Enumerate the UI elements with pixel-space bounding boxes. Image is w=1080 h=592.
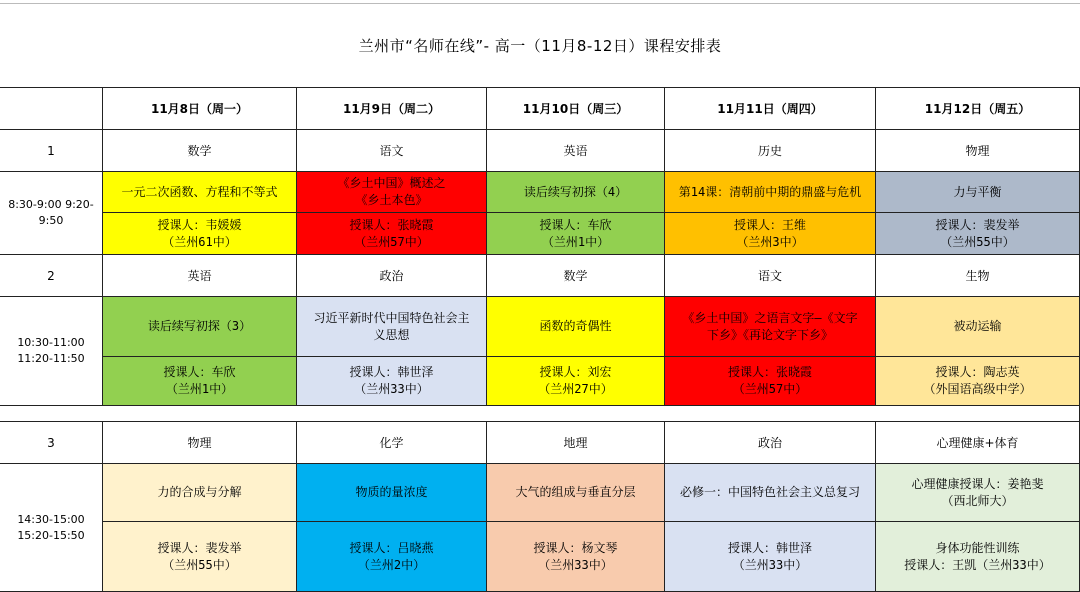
period-number: 2: [0, 255, 103, 297]
period-time: 8:30-9:00 9:20- 9:50: [0, 172, 103, 255]
subject-cell: 英语: [103, 255, 297, 297]
teacher-cell: 授课人：张晓霞 （兰州57中）: [665, 357, 876, 406]
subject-cell: 政治: [665, 422, 876, 464]
teacher-cell: 授课人：车欣 （兰州1中）: [487, 213, 665, 255]
teacher-cell: 授课人：韩世泽 （兰州33中）: [665, 522, 876, 592]
period-time: 10:30-11:00 11:20-11:50: [0, 297, 103, 406]
day-header: 11月10日（周三）: [487, 88, 665, 130]
lesson-topic-cell: 读后续写初探（3）: [103, 297, 297, 357]
teacher-cell: 授课人：王维 （兰州3中）: [665, 213, 876, 255]
day-header: 11月12日（周五）: [876, 88, 1080, 130]
spacer-row: [0, 406, 1080, 422]
header-corner: [0, 88, 103, 130]
teacher-cell: 身体功能性训练 授课人：王凯（兰州33中）: [876, 522, 1080, 592]
subject-cell: 化学: [297, 422, 487, 464]
teacher-cell: 授课人：刘宏 （兰州27中）: [487, 357, 665, 406]
subject-cell: 英语: [487, 130, 665, 172]
day-header: 11月11日（周四）: [665, 88, 876, 130]
lesson-topic-cell: 心理健康授课人：姜艳斐 （西北师大）: [876, 464, 1080, 522]
day-header: 11月8日（周一）: [103, 88, 297, 130]
teacher-cell: 授课人：杨文琴 （兰州33中）: [487, 522, 665, 592]
lesson-topic-cell: 《乡土中国》之语言文字—《文字 下乡》《再论文字下乡》: [665, 297, 876, 357]
subject-cell: 历史: [665, 130, 876, 172]
subject-cell: 语文: [297, 130, 487, 172]
subject-cell: 数学: [103, 130, 297, 172]
lesson-topic-cell: 《乡土中国》概述之 《乡土本色》: [297, 172, 487, 213]
lesson-topic-cell: 力与平衡: [876, 172, 1080, 213]
subject-cell: 政治: [297, 255, 487, 297]
subject-cell: 物理: [103, 422, 297, 464]
teacher-cell: 授课人：裴发举 （兰州55中）: [103, 522, 297, 592]
subject-cell: 心理健康+体育: [876, 422, 1080, 464]
lesson-topic-cell: 一元二次函数、方程和不等式: [103, 172, 297, 213]
subject-cell: 数学: [487, 255, 665, 297]
lesson-topic-cell: 物质的量浓度: [297, 464, 487, 522]
lesson-topic-cell: 读后续写初探（4）: [487, 172, 665, 213]
teacher-cell: 授课人：吕晓燕 （兰州2中）: [297, 522, 487, 592]
page-title: 兰州市“名师在线”- 高一（11月8-12日）课程安排表: [0, 4, 1080, 88]
lesson-topic-cell: 习近平新时代中国特色社会主 义思想: [297, 297, 487, 357]
period-number: 1: [0, 130, 103, 172]
teacher-cell: 授课人：陶志英 （外国语高级中学）: [876, 357, 1080, 406]
lesson-topic-cell: 大气的组成与垂直分层: [487, 464, 665, 522]
lesson-topic-cell: 必修一：中国特色社会主义总复习: [665, 464, 876, 522]
subject-cell: 物理: [876, 130, 1080, 172]
lesson-topic-cell: 被动运输: [876, 297, 1080, 357]
teacher-cell: 授课人：韦媛媛 （兰州61中）: [103, 213, 297, 255]
subject-cell: 生物: [876, 255, 1080, 297]
teacher-cell: 授课人：韩世泽 （兰州33中）: [297, 357, 487, 406]
teacher-cell: 授课人：裴发举 （兰州55中）: [876, 213, 1080, 255]
period-time: 14:30-15:00 15:20-15:50: [0, 464, 103, 592]
teacher-cell: 授课人：车欣 （兰州1中）: [103, 357, 297, 406]
lesson-topic-cell: 力的合成与分解: [103, 464, 297, 522]
subject-cell: 地理: [487, 422, 665, 464]
lesson-topic-cell: 第14课：清朝前中期的鼎盛与危机: [665, 172, 876, 213]
period-number: 3: [0, 422, 103, 464]
day-header: 11月9日（周二）: [297, 88, 487, 130]
lesson-topic-cell: 函数的奇偶性: [487, 297, 665, 357]
teacher-cell: 授课人：张晓霞 （兰州57中）: [297, 213, 487, 255]
subject-cell: 语文: [665, 255, 876, 297]
